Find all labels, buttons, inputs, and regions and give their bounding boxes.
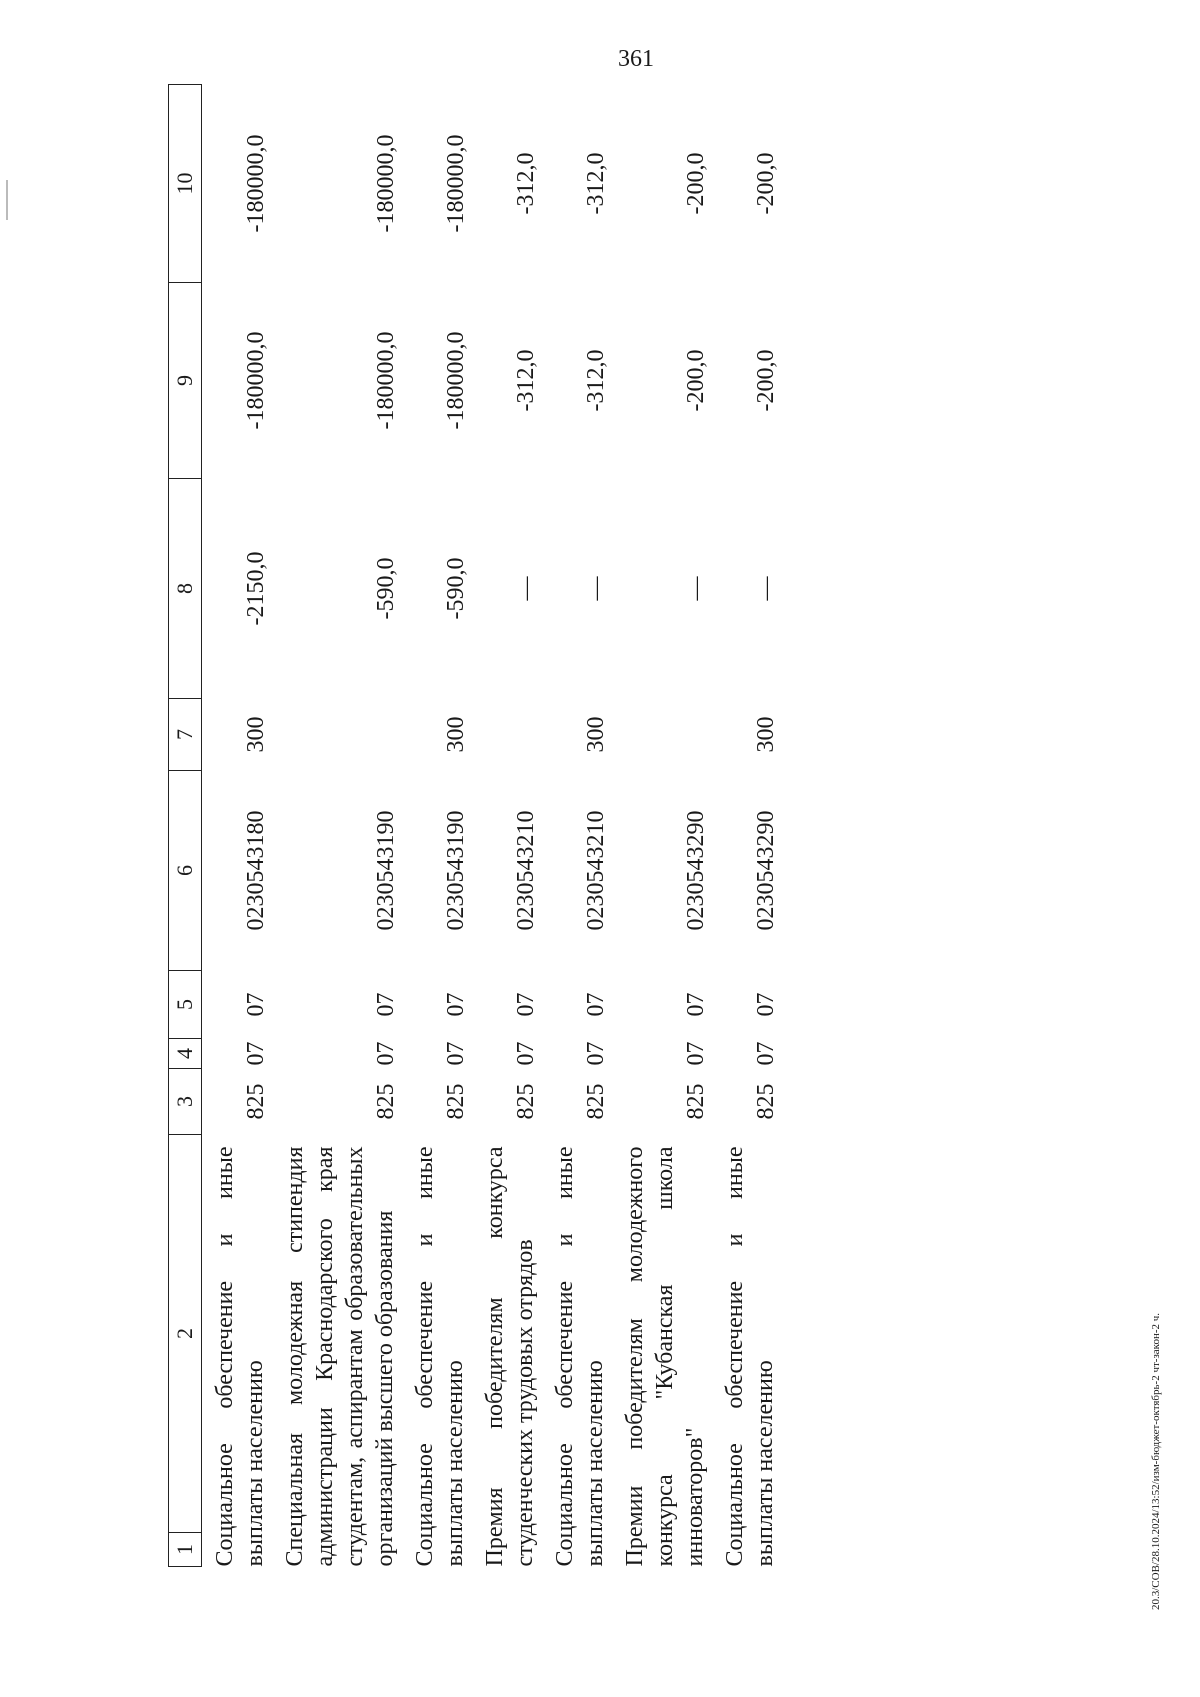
cell-c3: 825 — [243, 1083, 269, 1120]
header-col-1: 1 — [169, 1533, 202, 1567]
row-name: Социальное обеспечение и иные выплаты населению — [722, 1146, 778, 1567]
header-col-6: 6 — [169, 771, 202, 971]
cell-c9: -312,0 — [583, 349, 609, 412]
cell-c6: 0230543210 — [583, 810, 609, 931]
table-row — [612, 85, 712, 1567]
header-col-3: 3 — [169, 1069, 202, 1135]
cell-c9: -200,0 — [753, 349, 779, 412]
cell-c5: 07 — [373, 992, 399, 1017]
cell-c10: -180000,0 — [373, 134, 399, 233]
cell-c3: 825 — [373, 1083, 399, 1120]
cell-c6: 0230543290 — [683, 810, 709, 931]
cell-c9: -180000,0 — [443, 331, 469, 430]
table-row — [272, 85, 402, 1567]
table-header-row — [169, 85, 202, 1567]
cell-c10: -312,0 — [583, 152, 609, 215]
cell-c8: — — [753, 576, 779, 601]
cell-c4: 07 — [583, 1041, 609, 1066]
cell-c6: 0230543180 — [243, 810, 269, 931]
row-name: Социальное обеспечение и иные выплаты населению — [552, 1146, 608, 1567]
cell-c5: 07 — [443, 992, 469, 1017]
row-name: Премии победителям молодежного конкурса "Кубанская школа инноваторов" — [622, 1146, 708, 1567]
cell-c4: 07 — [513, 1041, 539, 1066]
row-name: Социальное обеспечение и иные выплаты населению — [212, 1146, 268, 1567]
cell-c5: 07 — [683, 992, 709, 1017]
table-row — [402, 85, 472, 1567]
cell-c7 — [272, 699, 402, 771]
rotated-table-container — [168, 85, 1088, 1567]
cell-c9: -180000,0 — [243, 331, 269, 430]
cell-c3: 825 — [753, 1083, 779, 1120]
header-col-8: 8 — [169, 479, 202, 699]
cell-c4: 07 — [373, 1041, 399, 1066]
cell-c10: -180000,0 — [443, 134, 469, 233]
header-col-4: 4 — [169, 1039, 202, 1069]
cell-c5: 07 — [583, 992, 609, 1017]
cell-c9: -200,0 — [683, 349, 709, 412]
row-name: Премия победителям конкурса студенческих трудовых отрядов — [482, 1146, 538, 1567]
cell-c6: 0230543290 — [753, 810, 779, 931]
cell-c7: 300 — [243, 716, 269, 753]
header-col-9: 9 — [169, 283, 202, 479]
header-col-7: 7 — [169, 699, 202, 771]
row-name: Специальная молодежная стипендия администрации Краснодарского края студентам, аспирантам образовательных организаций высшего образования — [282, 1146, 398, 1567]
cell-c5: 07 — [513, 992, 539, 1017]
page-number: 361 — [618, 46, 654, 72]
cell-c7 — [472, 699, 542, 771]
footer-document-code: 20.3/СОВ/28.10.2024/13:52/изм-бюджет-октябрь-2 чт-закон-2 ч. — [1150, 1312, 1162, 1610]
cell-c8: — — [683, 576, 709, 601]
table-row — [472, 85, 542, 1567]
cell-c4: 07 — [753, 1041, 779, 1066]
cell-c8: — — [583, 576, 609, 601]
cell-c9: -180000,0 — [373, 331, 399, 430]
cell-c7: 300 — [583, 716, 609, 753]
cell-c7: 300 — [753, 716, 779, 753]
budget-table — [168, 84, 782, 1567]
cell-c4: 07 — [683, 1041, 709, 1066]
cell-c10: -312,0 — [513, 152, 539, 215]
cell-c8: -590,0 — [443, 557, 469, 620]
cell-c8: -590,0 — [373, 557, 399, 620]
cell-c5: 07 — [753, 992, 779, 1017]
cell-c6: 0230543190 — [373, 810, 399, 931]
table-row — [202, 85, 273, 1567]
cell-c6: 0230543210 — [513, 810, 539, 931]
cell-c7 — [612, 699, 712, 771]
cell-c3: 825 — [583, 1083, 609, 1120]
header-col-5: 5 — [169, 971, 202, 1039]
cell-c5: 07 — [243, 992, 269, 1017]
cell-c7: 300 — [443, 716, 469, 753]
cell-c10: -200,0 — [683, 152, 709, 215]
header-col-10: 10 — [169, 85, 202, 283]
row-name: Социальное обеспечение и иные выплаты населению — [412, 1146, 468, 1567]
cell-c10: -200,0 — [753, 152, 779, 215]
header-col-2: 2 — [169, 1135, 202, 1533]
table-row — [542, 85, 612, 1567]
cell-c8: -2150,0 — [243, 551, 269, 626]
cell-c3: 825 — [683, 1083, 709, 1120]
cell-c9: -312,0 — [513, 349, 539, 412]
scan-margin-mark — [6, 180, 8, 220]
table-row — [712, 85, 782, 1567]
cell-c3: 825 — [513, 1083, 539, 1120]
cell-c4: 07 — [443, 1041, 469, 1066]
cell-c4: 07 — [243, 1041, 269, 1066]
cell-c10: -180000,0 — [243, 134, 269, 233]
cell-c6: 0230543190 — [443, 810, 469, 931]
cell-c3: 825 — [443, 1083, 469, 1120]
cell-c8: — — [513, 576, 539, 601]
